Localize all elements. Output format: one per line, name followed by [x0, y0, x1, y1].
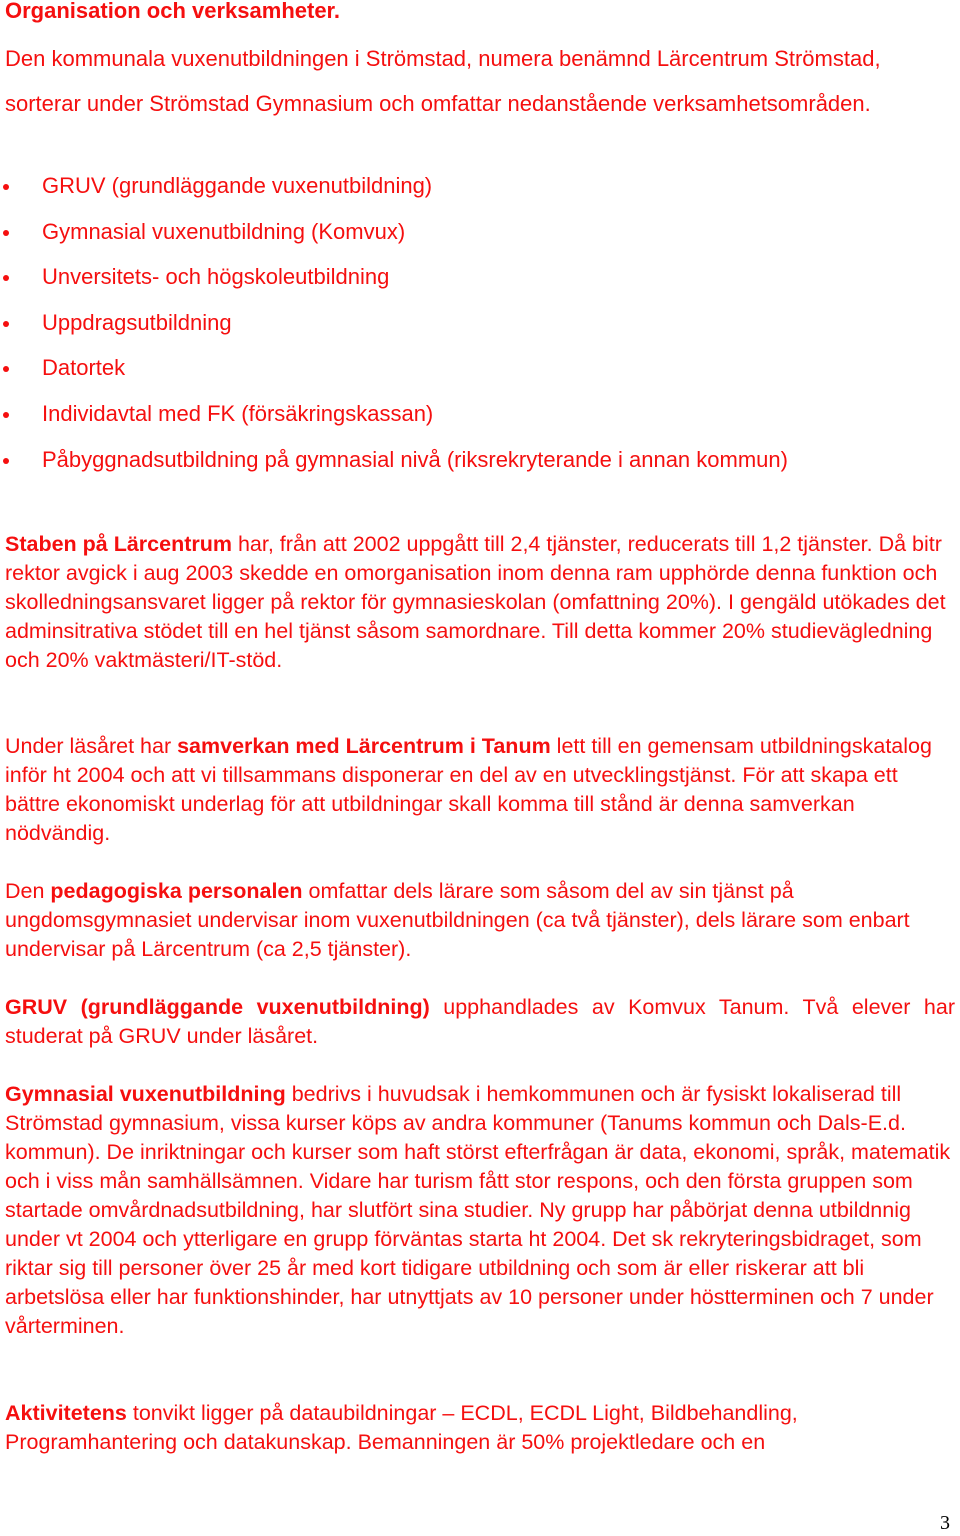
list-item [0, 396, 788, 442]
paragraph-highlight: GRUV (grundläggande vuxenutbildning) [5, 995, 430, 1019]
paragraph-highlight: samverkan med Lärcentrum i Tanum [177, 734, 551, 758]
list-item-text: Påbyggnadsutbildning på gymnasial nivå (riksrekryterande i annan kommun) [42, 446, 788, 472]
list-item [0, 214, 788, 260]
bullet-icon [3, 321, 9, 327]
paragraph-highlight: Staben på Lärcentrum [5, 532, 232, 556]
list-item-text: GRUV (grundläggande vuxenutbildning) [42, 173, 433, 198]
bullet-icon [3, 366, 9, 372]
bullet-icon [3, 458, 9, 464]
paragraph-body: omfattar dels lärare som såsom del av sin tjänst på ungdomsgymnasiet undervisar inom vuxenutbildningen (ca två tjänster), dels lärare som enbart undervisar på Lärcentrum (ca 2,5 tjänster). [5, 879, 910, 961]
staben-paragraph [5, 530, 955, 675]
list-item [0, 168, 788, 214]
paragraph-body: tonvikt ligger på dataubildningar – ECDL, ECDL Light, Bildbehandling, Programhantering och datakunskap. Bemanningen är 50% projektledare och en [5, 1401, 798, 1454]
paragraph-lead: Den [5, 879, 51, 903]
activity-list [0, 168, 788, 487]
bullet-icon [3, 275, 9, 281]
pedagogiska-paragraph [5, 877, 955, 964]
list-item [0, 259, 788, 305]
paragraph-body: upphandlades av Komvux Tanum. Två elever har studerat på GRUV under läsåret. [5, 995, 955, 1048]
gruv-paragraph [5, 993, 955, 1051]
paragraph-highlight: Gymnasial vuxenutbildning [5, 1082, 286, 1106]
paragraph-body: har, från att 2002 uppgått till 2,4 tjänster, reducerats till 1,2 tjänster. Då bitr rektor avgick i aug 2003 skedde en omorganisation inom denna ram upphörde denna funktion och skolledningsansvaret ligger på rektor för gymnasieskolan (omfattning 20%). I gengäld utökades det adminsitrativa stödet till en hel tjänst såsom samordnare. Till detta kommer 20% studievägledning och 20% vaktmästeri/IT-stöd. [5, 532, 946, 672]
list-item-text: Gymnasial vuxenutbildning (Komvux) [42, 218, 406, 244]
paragraph-body: lett till en gemensam utbildningskatalog inför ht 2004 och att vi tillsammans disponerar en del av en utvecklingstjänst. För att skapa ett bättre ekonomiskt underlag för att utbildningar skall komma till stånd är denna samverkan nödvändig. [5, 734, 932, 845]
bullet-icon [3, 412, 9, 418]
bullet-icon [3, 230, 9, 236]
paragraph-body: bedrivs i huvudsak i hemkommunen och är fysiskt lokaliserad till Strömstad gymnasium, vissa kurser köps av andra kommuner (Tanums kommun och Dals-E.d. kommun). De inriktningar och kurser som haft störst efterfrågan är data, ekonomi, språk, matematik och i viss mån samhällsämnen. Vidare har turism fått stor respons, och den första gruppen som startade omvårdnadsutbildning, har slutfört sina studier. Ny grupp har påbörjat denna utbildnnig under vt 2004 och ytterligare en grupp förväntas starta ht 2004. Det sk rekryteringsbidraget, som riktar sig till personer över 25 år med kort tidigare utbildning och som är eller riskerar att bli arbetslösa eller har funktionshinder, har utnyttjats av 10 personer under höstterminen och 7 under vårterminen. [5, 1082, 951, 1338]
bullet-icon [3, 184, 9, 190]
list-item-text: Individavtal med FK (försäkringskassan) [42, 400, 434, 426]
samverkan-paragraph [5, 732, 955, 848]
page-number: 3 [940, 1512, 950, 1534]
paragraph-lead: Under läsåret har [5, 734, 178, 758]
list-item-text: Datortek [42, 355, 126, 381]
paragraph-highlight: Aktivitetens [5, 1401, 127, 1425]
list-item-text: Unversitets- och högskoleutbildning [42, 264, 390, 290]
intro-paragraph: Den kommunala vuxenutbildningen i Strömstad, numera benämnd Lärcentrum Strömstad, sorterar under Strömstad Gymnasium och omfattar nedanstående verksamhetsområden. [5, 46, 881, 116]
section-heading: Organisation och verksamheter. [5, 0, 341, 23]
list-item [0, 350, 788, 396]
list-item [0, 442, 788, 488]
list-item [0, 305, 788, 351]
gymnasial-paragraph [5, 1080, 955, 1341]
paragraph-highlight: pedagogiska personalen [50, 879, 303, 903]
list-item-text: Uppdragsutbildning [42, 309, 232, 335]
aktiviteter-paragraph [5, 1399, 955, 1457]
